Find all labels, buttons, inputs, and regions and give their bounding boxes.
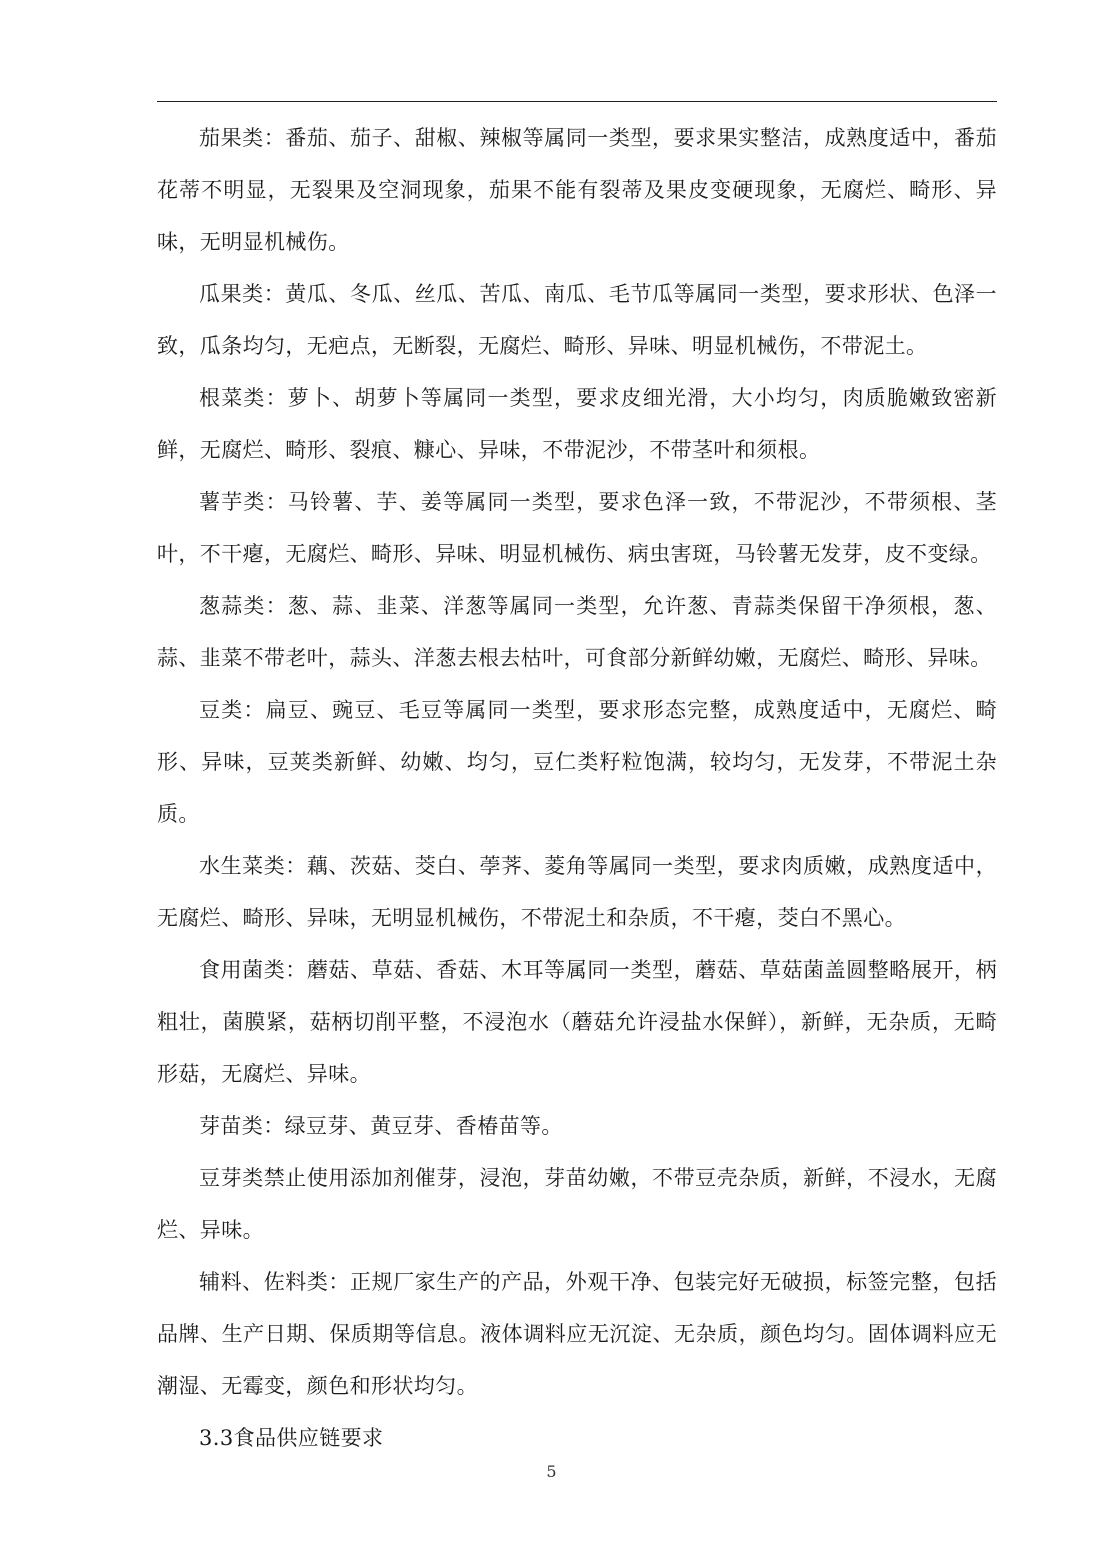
- header-rule: [157, 101, 997, 102]
- paragraph-root-vegetables: 根菜类：萝卜、胡萝卜等属同一类型，要求皮细光滑，大小均匀，肉质脆嫩致密新鲜，无腐烂、畸形、裂痕、糠心、异味，不带泥沙，不带茎叶和须根。: [157, 386, 997, 462]
- paragraph-cucurbits: 瓜果类：黄瓜、冬瓜、丝瓜、苦瓜、南瓜、毛节瓜等属同一类型，要求形状、色泽一致，瓜条均匀，无疤点，无断裂，无腐烂、畸形、异味、明显机械伤，不带泥土。: [157, 282, 997, 358]
- paragraph-bean-sprouts: 豆芽类禁止使用添加剂催芽，浸泡，芽苗幼嫩，不带豆壳杂质，新鲜，不浸水，无腐烂、异味。: [157, 1166, 997, 1242]
- page-number: 5: [546, 1462, 557, 1481]
- paragraph-edible-fungi: 食用菌类：蘑菇、草菇、香菇、木耳等属同一类型，蘑菇、草菇菌盖圆整略展开，柄粗壮，菌膜紧，菇柄切削平整，不浸泡水（蘑菇允许浸盐水保鲜），新鲜，无杂质，无畸形菇，无腐烂、异味。: [157, 958, 997, 1086]
- paragraph-solanaceous: 茄果类：番茄、茄子、甜椒、辣椒等属同一类型，要求果实整洁，成熟度适中，番茄花蒂不明显，无裂果及空洞现象，茄果不能有裂蒂及果皮变硬现象，无腐烂、畸形、异味，无明显机械伤。: [157, 126, 997, 254]
- paragraph-condiments: 辅料、佐料类：正规厂家生产的产品，外观干净、包装完好无破损，标签完整，包括品牌、生产日期、保质期等信息。液体调料应无沉淀、无杂质，颜色均匀。固体调料应无潮湿、无霉变，颜色和形状均匀。: [157, 1270, 997, 1398]
- paragraph-sprouts: 芽苗类：绿豆芽、黄豆芽、香椿苗等。: [199, 1114, 563, 1138]
- paragraph-aquatic-vegetables: 水生菜类：藕、茨菇、茭白、荸荠、菱角等属同一类型，要求肉质嫩，成熟度适中，无腐烂、畸形、异味，无明显机械伤，不带泥土和杂质，不干瘪，茭白不黑心。: [157, 854, 997, 930]
- paragraph-tubers: 薯芋类：马铃薯、芋、姜等属同一类型，要求色泽一致，不带泥沙，不带须根、茎叶，不干瘪，无腐烂、畸形、异味、明显机械伤、病虫害斑，马铃薯无发芽，皮不变绿。: [157, 490, 997, 566]
- section-heading-supply-chain: 3.3食品供应链要求: [199, 1426, 384, 1450]
- paragraph-beans: 豆类：扁豆、豌豆、毛豆等属同一类型，要求形态完整，成熟度适中，无腐烂、畸形、异味，豆荚类新鲜、幼嫩、均匀，豆仁类籽粒饱满，较均匀，无发芽，不带泥土杂质。: [157, 698, 997, 826]
- document-body: [157, 112, 997, 1464]
- paragraph-alliums: 葱蒜类：葱、蒜、韭菜、洋葱等属同一类型，允许葱、青蒜类保留干净须根，葱、蒜、韭菜不带老叶，蒜头、洋葱去根去枯叶，可食部分新鲜幼嫩，无腐烂、畸形、异味。: [157, 594, 997, 670]
